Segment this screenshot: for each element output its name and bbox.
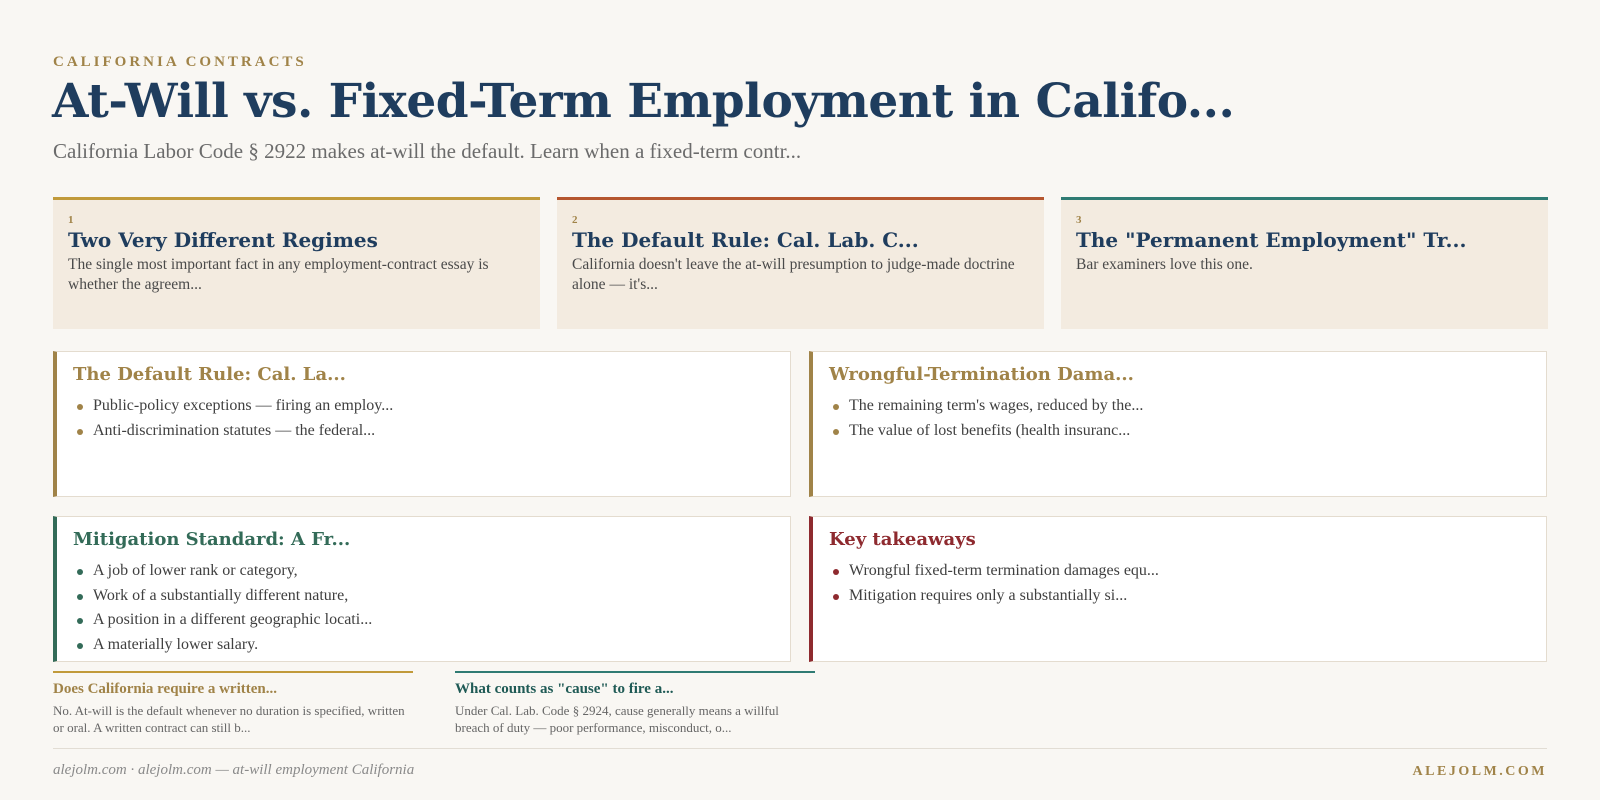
list-item: A materially lower salary. bbox=[73, 633, 774, 658]
panel-damages bbox=[809, 351, 1547, 497]
section-number: 1 bbox=[68, 214, 74, 226]
list-item: A job of lower rank or category, bbox=[73, 559, 774, 584]
panel-title: Key takeaways bbox=[829, 529, 976, 550]
footer-site-link[interactable]: ALEJOLM.COM bbox=[1412, 764, 1547, 779]
list-item: A position in a different geographic locati... bbox=[73, 608, 774, 633]
faq-answer: No. At-will is the default whenever no duration is specified, written or oral. A written contract can still b... bbox=[53, 703, 405, 735]
section-card-2[interactable] bbox=[557, 197, 1044, 329]
footer-divider bbox=[53, 748, 1547, 749]
faq-answer: Under Cal. Lab. Code § 2924, cause generally means a willful breach of duty — poor performance, misconduct, o... bbox=[455, 703, 779, 735]
list-item: Work of a substantially different nature, bbox=[73, 584, 774, 609]
section-excerpt: The single most important fact in any employment-contract essay is whether the agreem... bbox=[68, 256, 489, 293]
page-title: At-Will vs. Fixed-Term Employment in Califo... bbox=[52, 74, 1235, 129]
panel-list bbox=[73, 394, 774, 443]
panel-list bbox=[829, 394, 1530, 443]
footer-credit: alejolm.com · alejolm.com — at-will employment California bbox=[53, 762, 415, 778]
panel-list bbox=[73, 559, 774, 657]
faq-question: Does California require a written... bbox=[53, 681, 277, 697]
section-number: 2 bbox=[572, 214, 578, 226]
section-card-1[interactable] bbox=[53, 197, 540, 329]
panel-key-takeaways bbox=[809, 516, 1547, 662]
list-item: Public-policy exceptions — firing an employ... bbox=[73, 394, 774, 419]
panel-default-rule bbox=[53, 351, 791, 497]
list-item: The remaining term's wages, reduced by the... bbox=[829, 394, 1530, 419]
list-item: The value of lost benefits (health insuranc... bbox=[829, 419, 1530, 444]
panel-title: Wrongful-Termination Dama... bbox=[829, 364, 1134, 385]
section-title: Two Very Different Regimes bbox=[68, 228, 378, 252]
section-card-3[interactable] bbox=[1061, 197, 1548, 329]
section-number: 3 bbox=[1076, 214, 1082, 226]
section-excerpt: Bar examiners love this one. bbox=[1076, 256, 1253, 273]
faq-question: What counts as "cause" to fire a... bbox=[455, 681, 674, 697]
faq-written-contract[interactable] bbox=[53, 671, 413, 736]
panel-title: Mitigation Standard: A Fr... bbox=[73, 529, 351, 550]
panel-title: The Default Rule: Cal. La... bbox=[73, 364, 346, 385]
section-title: The "Permanent Employment" Tr... bbox=[1076, 228, 1467, 252]
panel-list bbox=[829, 559, 1530, 608]
list-item: Mitigation requires only a substantially si... bbox=[829, 584, 1530, 609]
list-item: Wrongful fixed-term termination damages equ... bbox=[829, 559, 1530, 584]
page-subtitle: California Labor Code § 2922 makes at-will the default. Learn when a fixed-term contr... bbox=[53, 139, 802, 163]
panel-mitigation bbox=[53, 516, 791, 662]
list-item: Anti-discrimination statutes — the federal... bbox=[73, 419, 774, 444]
eyebrow: CALIFORNIA CONTRACTS bbox=[53, 54, 307, 70]
faq-cause[interactable] bbox=[455, 671, 815, 736]
section-excerpt: California doesn't leave the at-will presumption to judge-made doctrine alone — it's... bbox=[572, 256, 1015, 293]
section-title: The Default Rule: Cal. Lab. C... bbox=[572, 228, 919, 252]
